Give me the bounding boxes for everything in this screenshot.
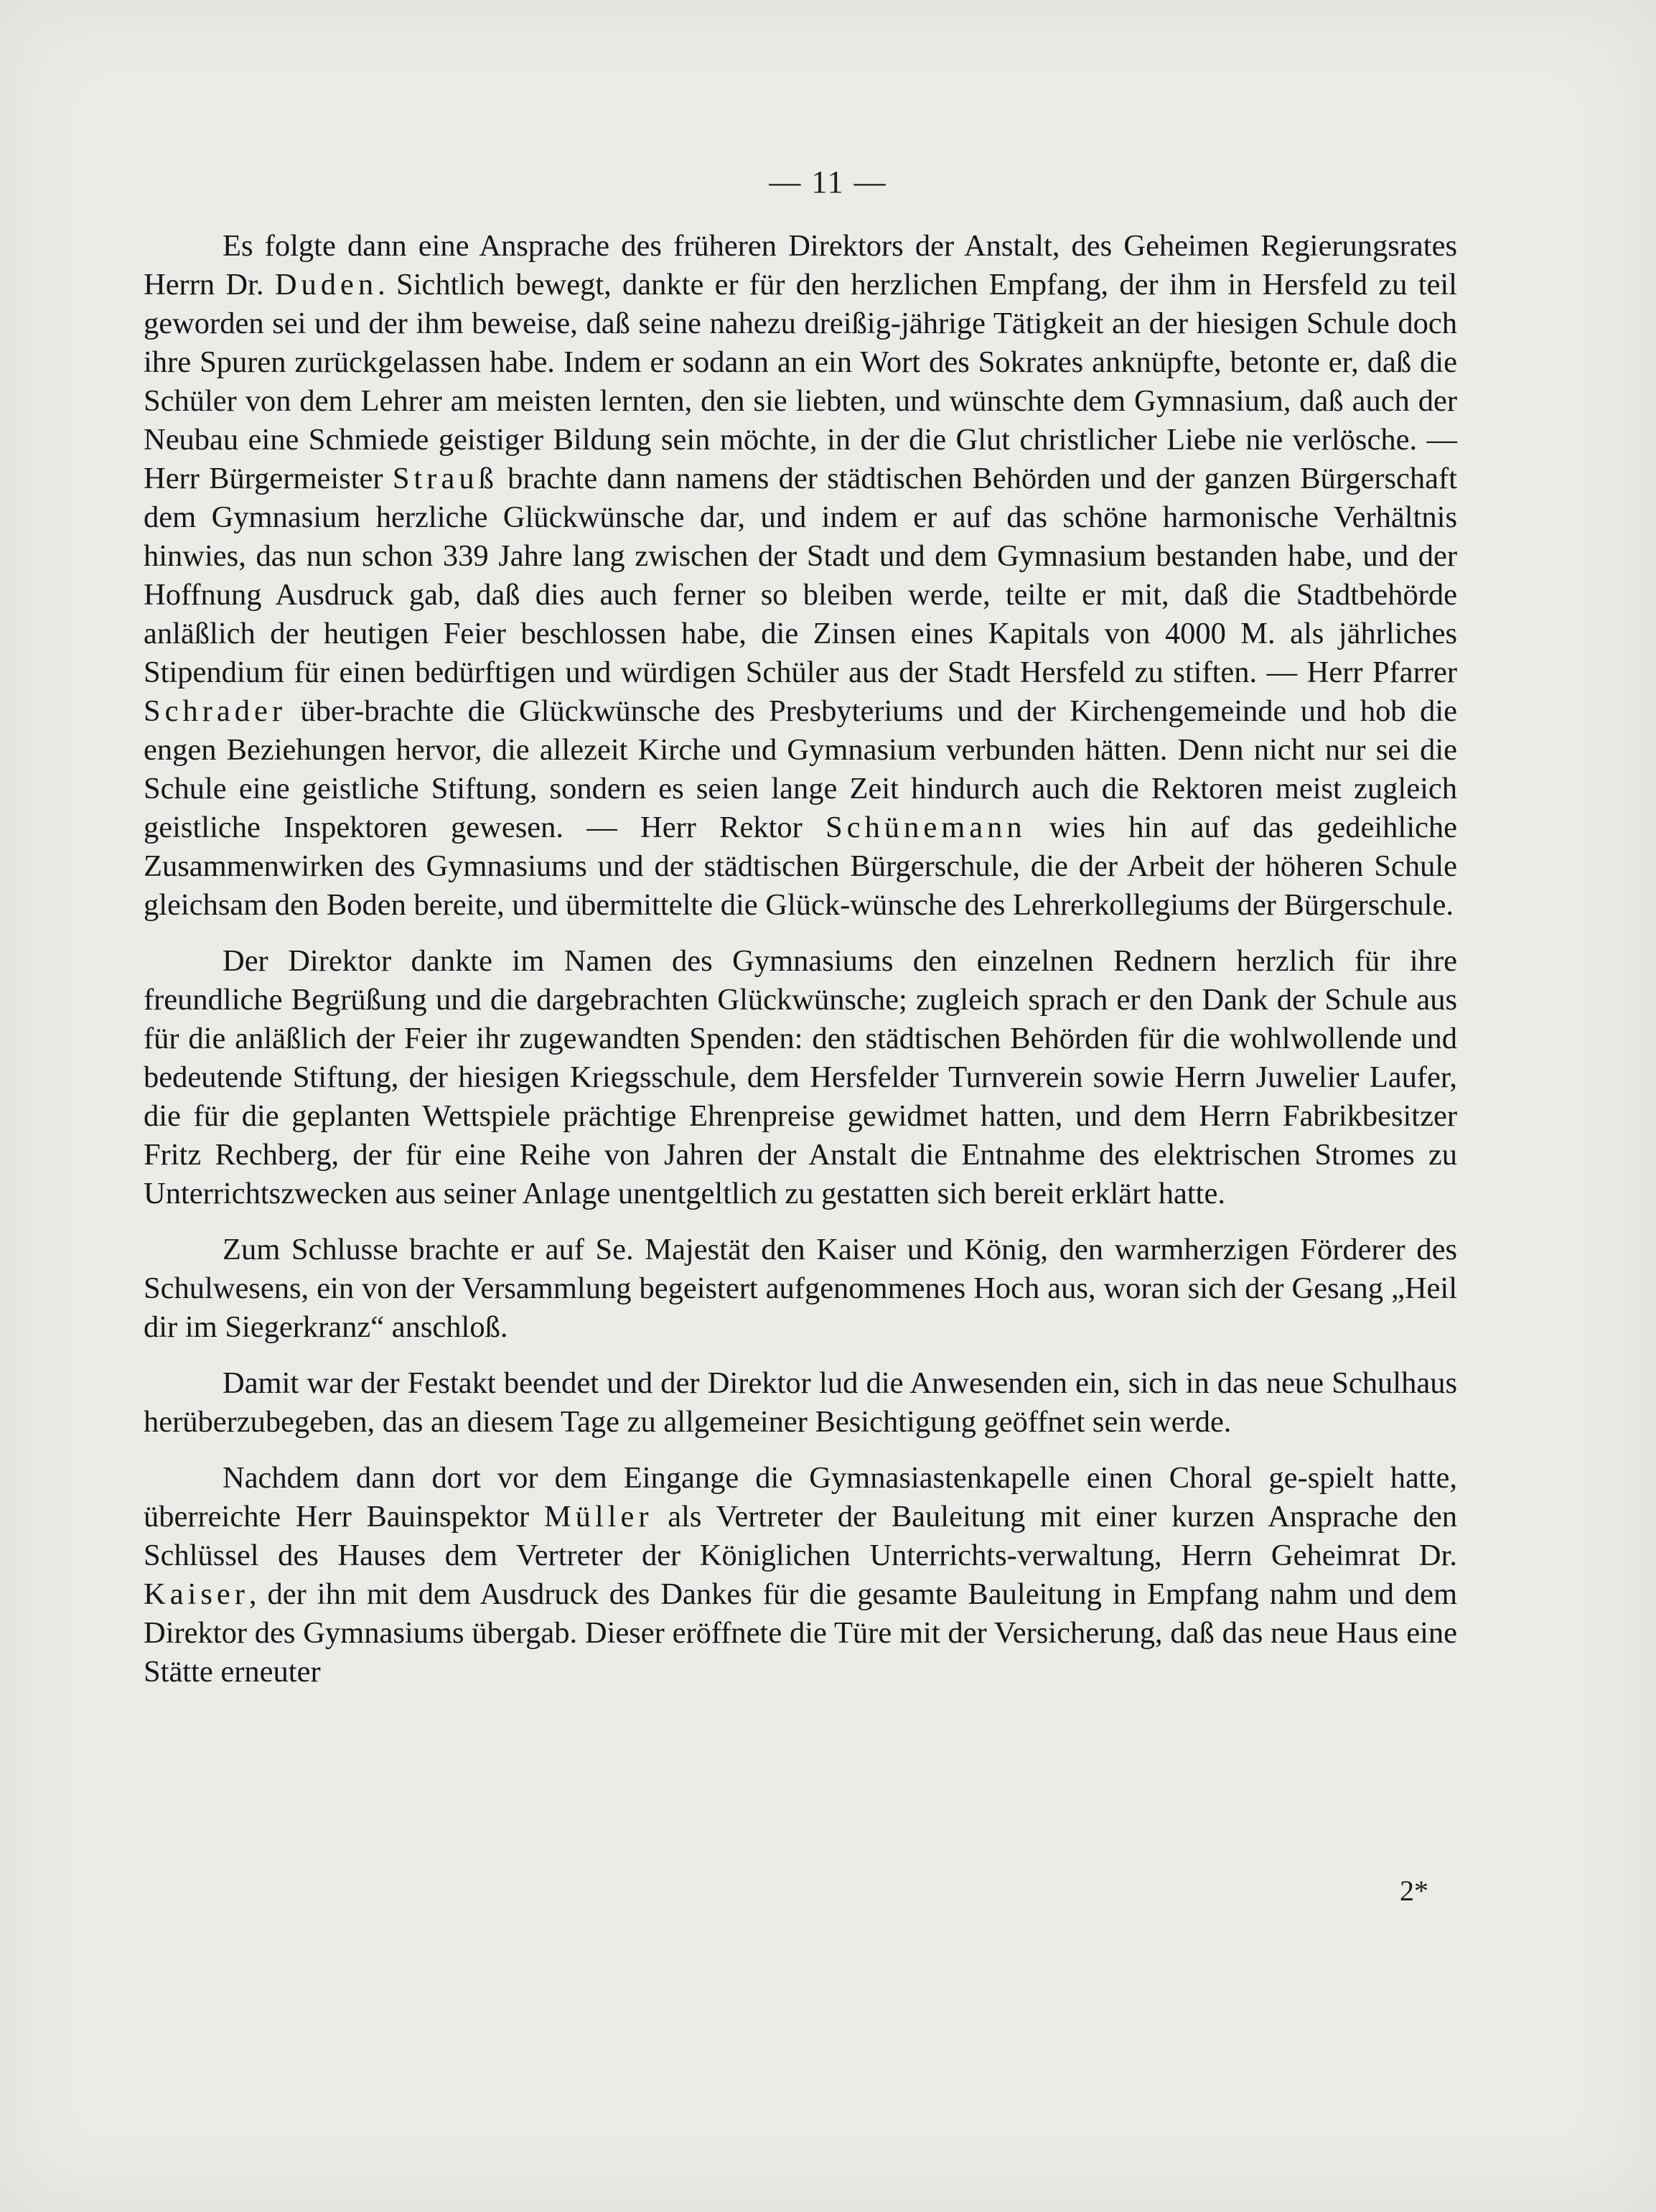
text-segment: Es folgte dann eine Ansprache des früheren Direktors der Anstalt, des Geheimen Regierungsrates Herrn Dr. [144,229,1457,302]
text-segment: Damit war der Festakt beendet und der Direktor lud die Anwesenden ein, sich in das neue Schulhaus herüberzubegeben, das an diesem Tage zu allgemeiner Besichtigung geöffnet sein werde. [144,1366,1457,1439]
text-segment: , der ihn mit dem Ausdruck des Dankes für die gesamte Bauleitung in Empfang nahm und dem Direktor des Gymnasiums übergab. Dieser eröffnete die Türe mit der Versicherung, daß das neue Haus eine Stätte erneuter [144,1577,1457,1689]
paragraph-speeches [144,227,1457,925]
text-segment: wies hin auf das gedeihliche Zusammenwirken des Gymnasiums und der städtischen Bürgerschule, die der Arbeit der höheren Schule gleichsam den Boden bereite, und übermittelte die Glück-wünsche des Lehrerkollegiums der Bürgerschule. [144,811,1457,922]
signature-mark: 2* [1400,1875,1428,1907]
paragraph-key-handover [144,1459,1457,1691]
text-segment: Zum Schlusse brachte er auf Se. Majestät den Kaiser und König, den warmherzigen Förderer des Schulwesens, ein von der Versammlung begeistert aufgenommenes Hoch aus, woran sich der Gesang „Heil dir im Siegerkranz“ anschloß. [144,1233,1457,1344]
paragraph-festakt-end [144,1364,1457,1442]
name-schrader: Schrader [144,694,287,728]
name-kaiser: Kaiser [144,1577,249,1611]
page-number: — 11 — [769,164,887,200]
name-strauss: Strauß [392,462,498,495]
text-segment: Nachdem dann dort vor dem Eingange die Gymnasiastenkapelle einen Choral ge-spielt hatte, überreichte Herr Bauinspektor [144,1461,1457,1534]
name-mueller: Müller [543,1500,653,1534]
text-segment: über-brachte die Glückwünsche des Presbyteriums und der Kirchengemeinde und hob die engen Beziehungen hervor, die allezeit Kirche und Gymnasium verbunden hätten. Denn nicht nur sei die Schule eine geistliche Stiftung, sondern es seien lange Zeit hindurch auch die Rektoren meist zugleich geistliche Inspektoren gewesen. — Herr Rektor [144,694,1457,844]
paragraph-director-thanks [144,942,1457,1213]
text-segment: Der Direktor dankte im Namen des Gymnasiums den einzelnen Rednern herzlich für ihre freundliche Begrüßung und die dargebrachten Glückwünsche; zugleich sprach er den Dank der Schule aus für die anläßlich der Feier ihr zugewandten Spenden: den städtischen Behörden für die wohlwollende und bedeutende Stiftung, der hiesigen Kriegsschule, dem Hersfelder Turnverein sowie Herrn Juwelier Laufer, die für die geplanten Wettspiele prächtige Ehrenpreise gewidmet hatten, und dem Herrn Fabrikbesitzer Fritz Rechberg, der für eine Reihe von Jahren der Anstalt die Entnahme des elektrischen Stromes zu Unterrichtszwecken aus seiner Anlage unentgeltlich zu gestatten sich bereit erklärt hatte. [144,944,1457,1210]
text-segment: . Sichtlich bewegt, dankte er für den herzlichen Empfang, der ihm in Hersfeld zu teil geworden sei und der ihm beweise, daß seine nahezu dreißig-jährige Tätigkeit an der hiesigen Schule doch ihre Spuren zurückgelassen habe. Indem er sodann an ein Wort des Sokrates anknüpfte, betonte er, daß die Schüler von dem Lehrer am meisten lernten, den sie liebten, und wünschte dem Gymnasium, daß auch der Neubau eine Schmiede geistiger Bildung sein möchte, in der die Glut christlicher Liebe nie verlösche. — Herr Bürgermeister [144,268,1457,495]
name-schuenemann: Schünemann [825,811,1026,844]
text-segment: brachte dann namens der städtischen Behörden und der ganzen Bürgerschaft dem Gymnasium herzliche Glückwünsche dar, und indem er auf das schöne harmonische Verhältnis hinwies, das nun schon 339 Jahre lang zwischen der Stadt und dem Gymnasium bestanden habe, und der Hoffnung Ausdruck gab, daß dies auch ferner so bleiben werde, teilte er mit, daß die Stadtbehörde anläßlich der heutigen Feier beschlossen habe, die Zinsen eines Kapitals von 4000 M. als jährliches Stipendium für einen bedürftigen und würdigen Schüler aus der Stadt Hersfeld zu stiften. — Herr Pfarrer [144,462,1457,689]
paragraph-closing-hoch [144,1231,1457,1347]
name-duden: Duden [274,268,378,302]
body-text [144,227,1457,1691]
text-segment: als Vertreter der Bauleitung mit einer kurzen Ansprache den Schlüssel des Hauses dem Vertreter der Königlichen Unterrichts-verwaltung, Herrn Geheimrat Dr. [144,1500,1457,1572]
